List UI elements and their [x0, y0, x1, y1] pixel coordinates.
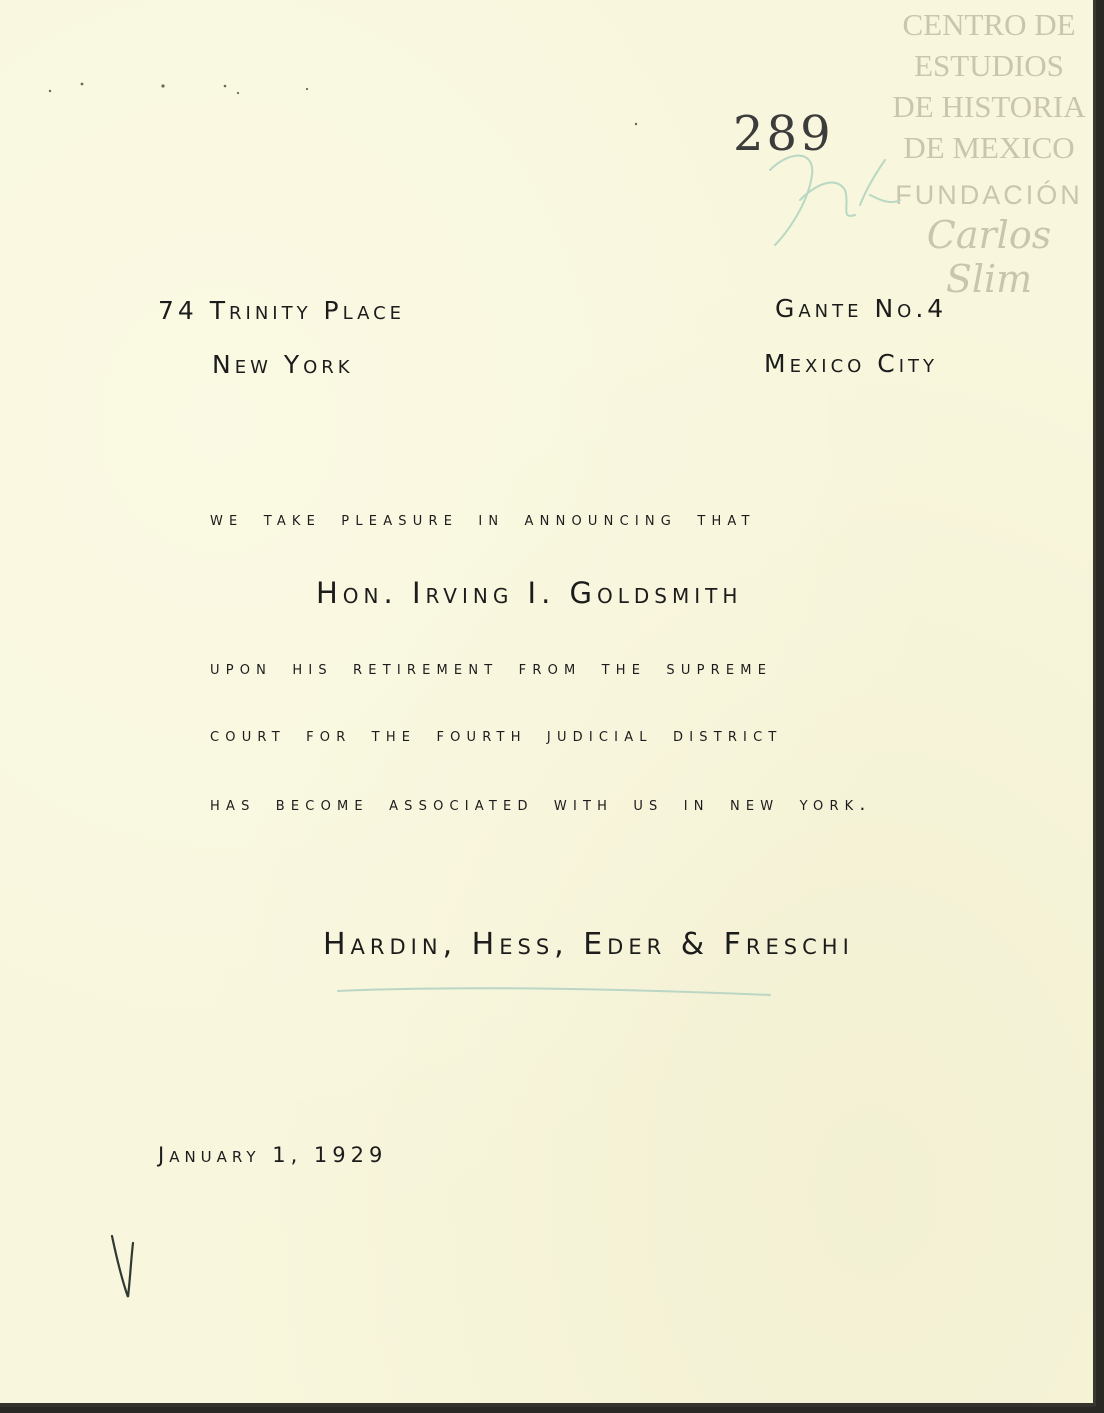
watermark-line-2: ESTUDIOS: [914, 48, 1064, 83]
announcement-retirement-line: upon his retirement from the supreme: [210, 657, 773, 679]
honoree-name: Hon. Irving I. Goldsmith: [316, 576, 743, 610]
new-york-street-address: 74 Trinity Place: [158, 296, 406, 325]
watermark-line-1: CENTRO DE: [902, 7, 1076, 42]
new-york-city: New York: [212, 350, 354, 379]
announcement-date: January 1, 1929: [158, 1143, 388, 1167]
announcement-associated-line: has become associated with us in new york.: [210, 793, 872, 815]
paper-specks: [49, 83, 637, 126]
watermark-foundation: FUNDACIÓN: [895, 180, 1083, 210]
watermark-line-4: DE MEXICO: [903, 130, 1075, 165]
mexico-city: Mexico City: [764, 349, 939, 378]
check-mark-icon: [112, 1236, 133, 1297]
archive-watermark: [884, 4, 1094, 301]
mexico-street-address: Gante No.4: [775, 294, 948, 323]
announcement-intro: we take pleasure in announcing that: [210, 508, 756, 530]
watermark-script: Carlos Slim: [926, 213, 1052, 301]
firm-name: Hardin, Hess, Eder & Freschi: [323, 927, 854, 962]
green-pencil-underline: [338, 988, 770, 995]
green-pencil-annotation-mark: [770, 156, 900, 245]
announcement-court-line: court for the fourth judicial district: [210, 724, 783, 746]
archive-stamp-number: 289: [733, 106, 834, 162]
watermark-line-3: DE HISTORIA: [892, 89, 1086, 124]
